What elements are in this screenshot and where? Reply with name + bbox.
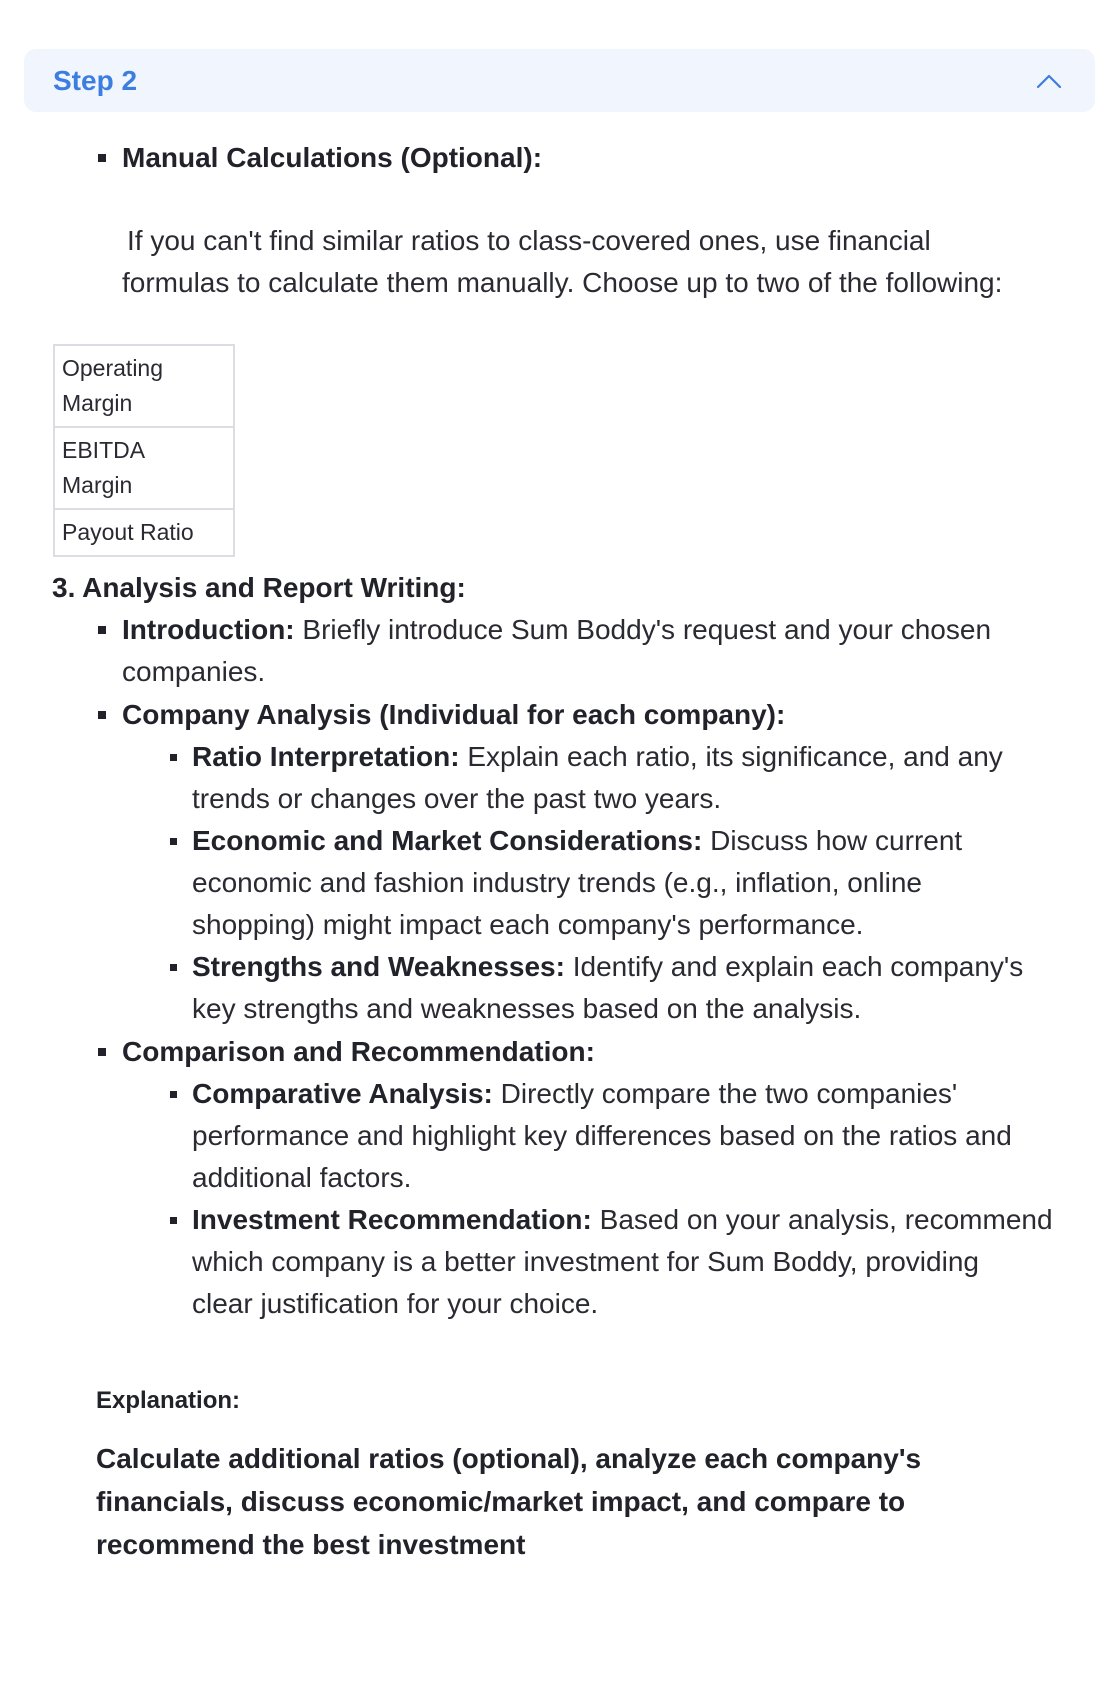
company-analysis-label: Company Analysis (Individual for each company): [122,699,786,730]
strengths-label: Strengths and Weaknesses: [192,951,565,982]
comp-analysis-text-line2: performance and highlight key differences based on the ratios and [192,1120,1012,1151]
table-cell-text: Margin [62,472,133,498]
comparison-label: Comparison and Recommendation: [122,1036,595,1067]
chevron-up-icon[interactable] [1035,71,1063,91]
invest-text-line2: which company is a better investment for Sum Boddy, providing [192,1246,979,1277]
comp-analysis-label: Comparative Analysis: [192,1078,493,1109]
explanation-summary: Calculate additional ratios (optional), analyze each company's financials, discuss economic/market impact, and compare to recommend the best investment [96,1443,922,1560]
strengths-item [192,945,1023,988]
intro-label: Introduction: [122,614,295,645]
table-row [55,428,233,510]
table-row [55,346,233,428]
manual-calc-text-line2: formulas to calculate them manually. Choose up to two of the following: [122,267,1003,298]
comp-analysis-text: Directly compare the two companies' [500,1078,958,1109]
table-row [55,510,233,555]
ratio-interp-item [192,735,1003,778]
table-cell-text: EBITDA [62,437,146,463]
table-cell-text: Margin [62,390,133,416]
bullet-marker [98,626,106,634]
econ-text: Discuss how current [710,825,963,856]
ratio-interp-text-line2: trends or changes over the past two years. [192,783,722,814]
strengths-text: Identify and explain each company's [572,951,1024,982]
ratio-interp-text: Explain each ratio, its significance, and any [467,741,1003,772]
step-title: Step 2 [53,64,138,96]
econ-text-line3: shopping) might impact each company's performance. [192,909,864,940]
explanation-label: Explanation: [96,1387,241,1414]
bullet-marker [98,1048,106,1056]
table-cell-text: Payout Ratio [62,519,194,545]
econ-text-line2: economic and fashion industry trends (e.g., inflation, online [192,867,922,898]
invest-item [192,1198,1053,1241]
bullet-marker [170,1217,177,1224]
invest-text-line3: clear justification for your choice. [192,1288,599,1319]
ratio-interp-label: Ratio Interpretation: [192,741,460,772]
intro-text: Briefly introduce Sum Boddy's request and your chosen [302,614,992,645]
econ-item [192,819,962,862]
ratios-table [53,344,235,557]
bullet-marker [98,154,106,162]
intro-item [122,608,991,651]
bullet-marker [170,754,177,761]
bullet-marker [98,711,106,719]
bullet-marker [170,1091,177,1098]
section-3-heading: 3. Analysis and Report Writing: [52,572,466,603]
econ-label: Economic and Market Considerations: [192,825,703,856]
manual-calc-heading: Manual Calculations (Optional): [122,142,543,173]
manual-calc-text-line1: If you can't find similar ratios to class-covered ones, use financial [127,225,931,256]
invest-text: Based on your analysis, recommend [599,1204,1053,1235]
invest-label: Investment Recommendation: [192,1204,592,1235]
comp-analysis-text-line3: additional factors. [192,1162,412,1193]
comp-analysis-item [192,1072,957,1115]
bullet-marker [170,964,177,971]
intro-text-line2: companies. [122,656,266,687]
bullet-marker [170,838,177,845]
table-cell-text: Operating [62,355,164,381]
strengths-text-line2: key strengths and weaknesses based on the analysis. [192,993,862,1024]
step-2-header[interactable] [24,49,1095,112]
